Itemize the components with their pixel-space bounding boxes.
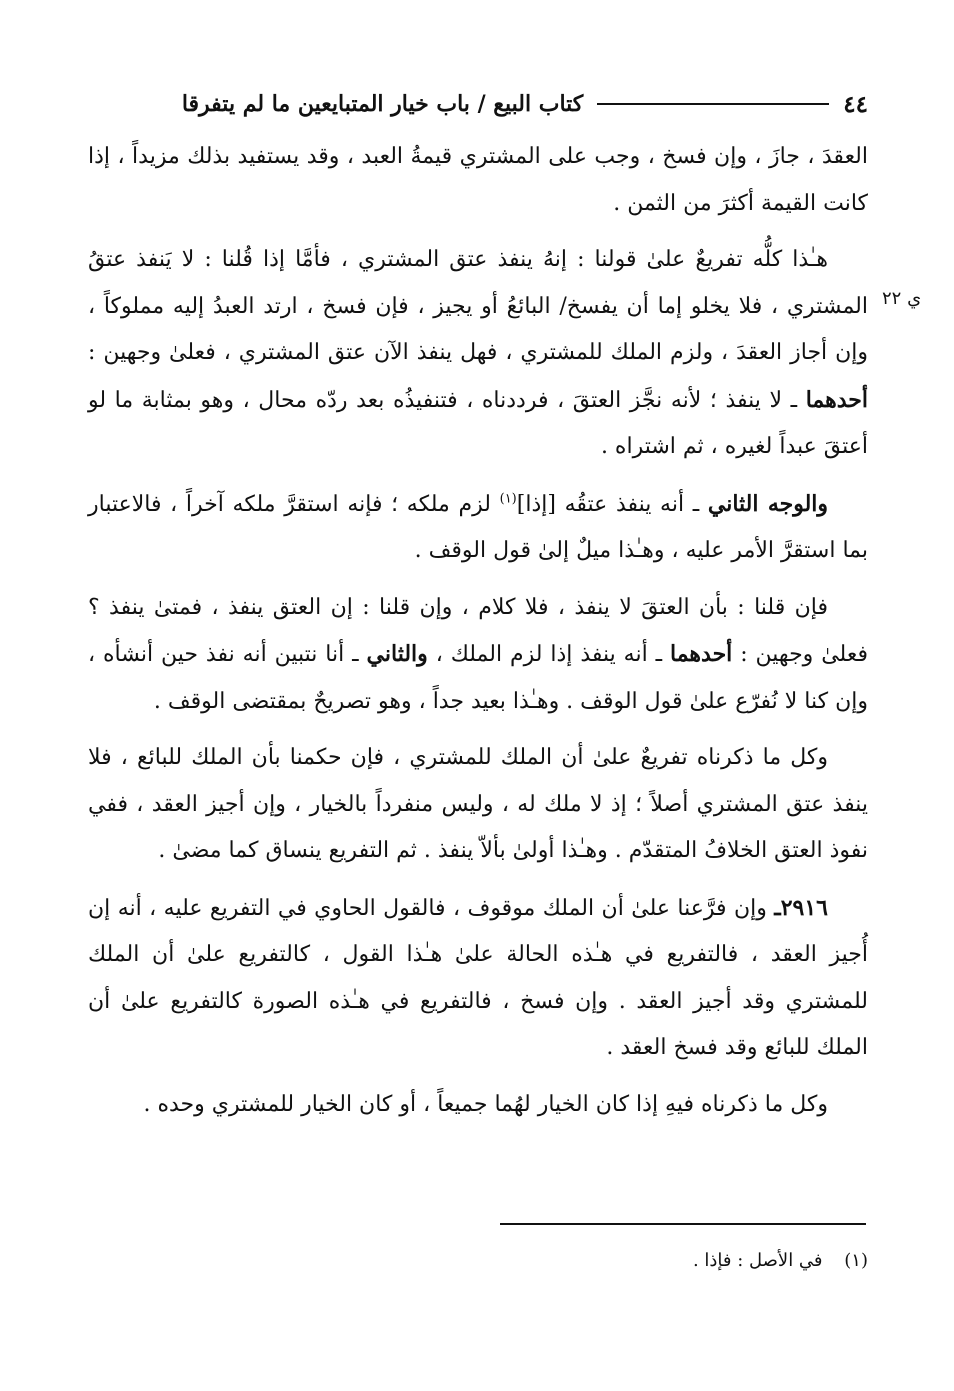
paragraph-4-bold-term-2: والثاني bbox=[366, 641, 428, 667]
paragraph-1 bbox=[88, 134, 868, 227]
footnote-reference: (١) bbox=[499, 491, 517, 507]
footnote-divider bbox=[500, 1223, 866, 1225]
footnote-text: في الأصل : فإذا . bbox=[692, 1250, 823, 1271]
paragraph-5-text: وكل ما ذكرناه تفريعٌ علىٰ أن الملك للمشتري ، فإن حكمنا بأن الملك للبائع ، فلا ينفذ عتق المشتري أصلاً ؛ إذ لا ملك له ، وليس منفرداً بالخيار ، وإن أجيز العقد ، ففي نفوذ العتق الخلافُ المتقدّم . وهـٰذا أولىٰ بألاّ ينفذ . ثم التفريع ينساق كما مضىٰ . bbox=[88, 745, 868, 863]
paragraph-4-end: ـ أنا نتبين أنه نفذ حين أنشأه ، وإن كنا لا نُفرّع علىٰ قول الوقف . وهـٰذا بعيد جداً ، وهو تصريحٌ بمقتضى الوقف . bbox=[88, 642, 868, 714]
paragraph-2 bbox=[88, 237, 868, 471]
paragraph-7-text: وكل ما ذكرناه فيهِ إذا كان الخيار لهُما جميعاً ، أو كان الخيار للمشتري وحده . bbox=[143, 1091, 828, 1117]
page-number: ٤٤ bbox=[843, 90, 868, 118]
paragraph-4-middle: ـ أنه ينفذ إذا لزم الملك ، bbox=[435, 642, 663, 667]
paragraph-6-text: وإن فرَّعنا علىٰ أن الملك موقوف ، فالقول الحاوي في التفريع عليه ، أنه إن أُجيز العقد ، فالتفريع في هـٰذه الحالة علىٰ هـٰذا القول ، كالتفريع علىٰ أن الملك للمشتري وقد أجيز العقد . وإن فسخ ، فالتفريع في هـٰذه الصورة كالتفريع علىٰ أن الملك للبائع وقد فسخ العقد . bbox=[88, 895, 868, 1060]
paragraph-4-bold-term-1: أحدهما bbox=[670, 641, 733, 667]
main-text bbox=[88, 134, 868, 1138]
paragraph-2-bold-term: أحدهما bbox=[805, 386, 868, 413]
page-header bbox=[88, 84, 868, 124]
paragraph-4-text: فإن قلنا : بأن العتقَ لا ينفذ ، فلا كلام ، وإن قلنا : إن العتق ينفذ ، فمتىٰ ينفذ ؟ فعلىٰ وجهين : bbox=[88, 594, 868, 667]
margin-note: ي ٢٢ bbox=[882, 288, 922, 309]
section-number: ٢٩١٦ـ bbox=[774, 894, 828, 921]
paragraph-2-continuation: ـ لا ينفذ ؛ لأنه نجَّز العتقَ ، فرددناه ، فتنفيذُه بعد ردّه محال ، وهو بمثابة ما لو أعتقَ عبداً لغيره ، ثم اشتراه . bbox=[88, 387, 868, 459]
footnote-marker: (١) bbox=[844, 1250, 868, 1271]
footnote bbox=[88, 1246, 868, 1276]
paragraph-1-text: العقدَ ، جازَ ، وإن فسخ ، وجب على المشتري قيمةُ العبد ، وقد يستفيد بذلك مزيداً ، إذا كانت القيمة أكثرَ من الثمن . bbox=[88, 144, 868, 216]
paragraph-6 bbox=[88, 885, 868, 1072]
paragraph-3-bold-term: والوجه الثاني bbox=[707, 490, 829, 517]
paragraph-5 bbox=[88, 735, 868, 875]
header-rule bbox=[597, 103, 829, 105]
paragraph-4 bbox=[88, 585, 868, 726]
paragraph-2-text: هـٰذا كلُّه تفريعٌ علىٰ قولنا : إنهُ ينفذ عتق المشتري ، فأمَّا إذا قُلنا : لا يَنفذ عتقُ المشتري ، فلا يخلو إما أن يفسخ/ البائعُ أو يجيز ، فإن فسخ ، ارتد العبدُ إليه مملوكاً ، وإن أجاز العقدَ ، ولزم الملك للمشتري ، فهل ينفذ الآن عتق المشتري ، فعلىٰ وجهين : bbox=[88, 247, 868, 365]
paragraph-3-continuation: لزم ملكه ؛ فإنه استقرَّ ملكه آخراً ، فالاعتبار بما استقرَّ الأمر عليه ، وهـٰذا ميلٌ إلىٰ قول الوقف . bbox=[88, 491, 868, 563]
running-title: كتاب البيع / باب خيار المتبايعين ما لم يتفرقا bbox=[181, 91, 584, 117]
paragraph-3-text: ـ أنه ينفذ عتقُه [إذا] bbox=[516, 491, 700, 517]
paragraph-7 bbox=[88, 1082, 868, 1129]
paragraph-3 bbox=[88, 481, 868, 575]
